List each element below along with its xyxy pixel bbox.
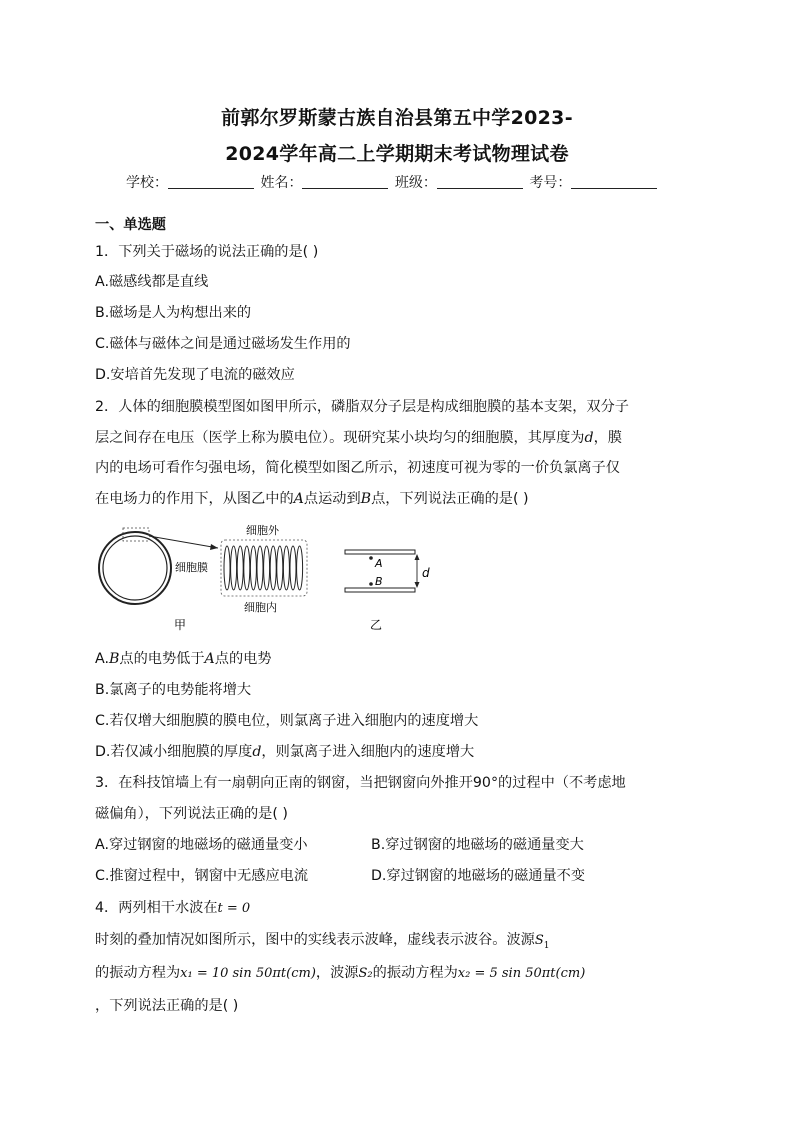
school-label: 学校：	[126, 175, 168, 191]
q3-stem-line-2: 磁偏角），下列说法正确的是( )	[95, 806, 288, 822]
q4-line2-text: 时刻的叠加情况如图所示，图中的实线表示波峰，虚线表示波谷。波源	[95, 932, 535, 948]
membrane-coil	[231, 546, 237, 590]
q2-optA-post: 点的电势	[214, 651, 272, 667]
q2-optD-var-d: d	[252, 744, 262, 760]
q2-line4-text-c: 点，下列说法正确的是( )	[371, 491, 529, 507]
q4-stem-line-1	[95, 897, 250, 917]
exam-title-line-1: 前郭尔罗斯蒙古族自治县第五中学2023-	[221, 107, 573, 129]
q2-optA-var-b: B	[108, 651, 120, 667]
q4-line3-text-c: 的振动方程为	[372, 965, 458, 981]
membrane-coil	[290, 546, 296, 590]
caption-jia: 甲	[174, 618, 187, 632]
q2-line4-text-b: 点运动到	[303, 491, 361, 507]
q4-source-s2: S₂	[358, 966, 373, 981]
membrane-coil	[257, 546, 263, 590]
q2-var-d: d	[584, 430, 594, 446]
q2-stem-line-2	[95, 427, 622, 447]
q4-time-expression: t = 0	[217, 901, 251, 916]
name-blank[interactable]	[302, 174, 388, 189]
q4-equation-x1: x₁ = 10 sin 50πt(cm)	[180, 966, 316, 981]
q2-stem-line-4	[95, 488, 529, 508]
label-cell-outside: 细胞外	[246, 524, 279, 537]
q4-line1-text: 4．两列相干水波在	[95, 900, 218, 916]
label-a: A	[375, 557, 383, 570]
q4-source-s1-subscript: 1	[543, 940, 550, 951]
membrane-coil	[277, 546, 283, 590]
q2-optD-post: ，则氯离子进入细胞内的速度增大	[261, 744, 475, 760]
school-blank[interactable]	[168, 174, 254, 189]
q2-option-c: C.若仅增大细胞膜的膜电位，则氯离子进入细胞内的速度增大	[95, 713, 479, 729]
q4-line3-text-b: ，波源	[315, 965, 359, 981]
q2-var-b: B	[360, 491, 372, 507]
q1-stem: 1．下列关于磁场的说法正确的是( )	[95, 244, 319, 260]
q1-option-a: A.磁感线都是直线	[95, 274, 209, 290]
q1-option-c: C.磁体与磁体之间是通过磁场发生作用的	[95, 336, 351, 352]
q2-stem-line-3: 内的电场可看作匀强电场，简化模型如图乙所示，初速度可视为零的一价负氯离子仅	[95, 460, 620, 476]
q2-optA-prefix: A.	[95, 651, 109, 667]
q2-option-b: B.氯离子的电势能将增大	[95, 682, 252, 698]
membrane-zoom	[221, 540, 307, 596]
q4-source-s1: S	[534, 933, 544, 948]
q2-optA-mid: 点的电势低于	[119, 651, 205, 667]
membrane-coil	[270, 546, 276, 590]
q2-option-d	[95, 741, 474, 761]
student-info-line	[126, 172, 659, 192]
q2-line2-text-b: ，膜	[593, 430, 622, 446]
q4-stem-line-3	[95, 962, 585, 982]
label-cell-inside: 细胞内	[244, 601, 277, 614]
section-title: 一、单选题	[95, 217, 166, 233]
exam-number-label: 考号：	[529, 175, 572, 191]
q3-option-b: B.穿过钢窗的地磁场的磁通量变大	[371, 837, 584, 853]
q1-option-b: B.磁场是人为构想出来的	[95, 305, 252, 321]
q4-line3-text-a: 的振动方程为	[95, 965, 181, 981]
q4-stem-line-4: ，下列说法正确的是( )	[95, 998, 239, 1014]
q2-var-a: A	[293, 491, 304, 507]
q3-option-a: A.穿过钢窗的地磁场的磁通量变小	[95, 837, 308, 853]
q2-line2-text-a: 层之间存在电压（医学上称为膜电位）。现研究某小块均匀的细胞膜，其厚度为	[95, 430, 585, 446]
label-b: B	[375, 575, 383, 588]
q1-option-d: D.安培首先发现了电流的磁效应	[95, 367, 295, 383]
q2-line4-text-a: 在电场力的作用下，从图乙中的	[95, 491, 294, 507]
point-a	[369, 556, 373, 560]
q3-option-d: D.穿过钢窗的地磁场的磁通量不变	[371, 868, 586, 884]
q2-option-a	[95, 648, 272, 668]
q3-option-c: C.推窗过程中，钢窗中无感应电流	[95, 868, 309, 884]
point-b	[369, 582, 373, 586]
exam-title-line-2: 2024学年高二上学期期末考试物理试卷	[225, 143, 569, 165]
q4-stem-line-2	[95, 929, 549, 951]
label-cell-membrane: 细胞膜	[175, 561, 208, 574]
selection-box	[123, 528, 149, 541]
membrane-coil	[283, 546, 289, 590]
class-label: 班级：	[394, 175, 437, 191]
membrane-coil	[264, 546, 270, 590]
name-label: 姓名：	[260, 175, 303, 191]
exam-number-blank[interactable]	[571, 174, 657, 189]
membrane-coil	[250, 546, 256, 590]
membrane-coil	[244, 546, 250, 590]
q3-stem-line-1: 3．在科技馆墙上有一扇朝向正南的钢窗，当把钢窗向外推开90°的过程中（不考虑地	[95, 775, 626, 791]
q2-figure	[95, 518, 445, 636]
q2-optA-var-a: A	[204, 651, 215, 667]
caption-yi: 乙	[370, 618, 383, 632]
membrane-coil	[224, 546, 230, 590]
q3-options-row-1	[95, 834, 308, 854]
q4-equation-x2: x₂ = 5 sin 50πt(cm)	[457, 966, 586, 981]
membrane-coil	[237, 546, 243, 590]
q2-optD-prefix: D.若仅减小细胞膜的厚度	[95, 744, 253, 760]
class-blank[interactable]	[437, 174, 523, 189]
label-d: d	[422, 566, 430, 580]
q2-stem-line-1: 2．人体的细胞膜模型图如图甲所示，磷脂双分子层是构成细胞膜的基本支架，双分子	[95, 399, 629, 415]
membrane-coil	[297, 546, 303, 590]
